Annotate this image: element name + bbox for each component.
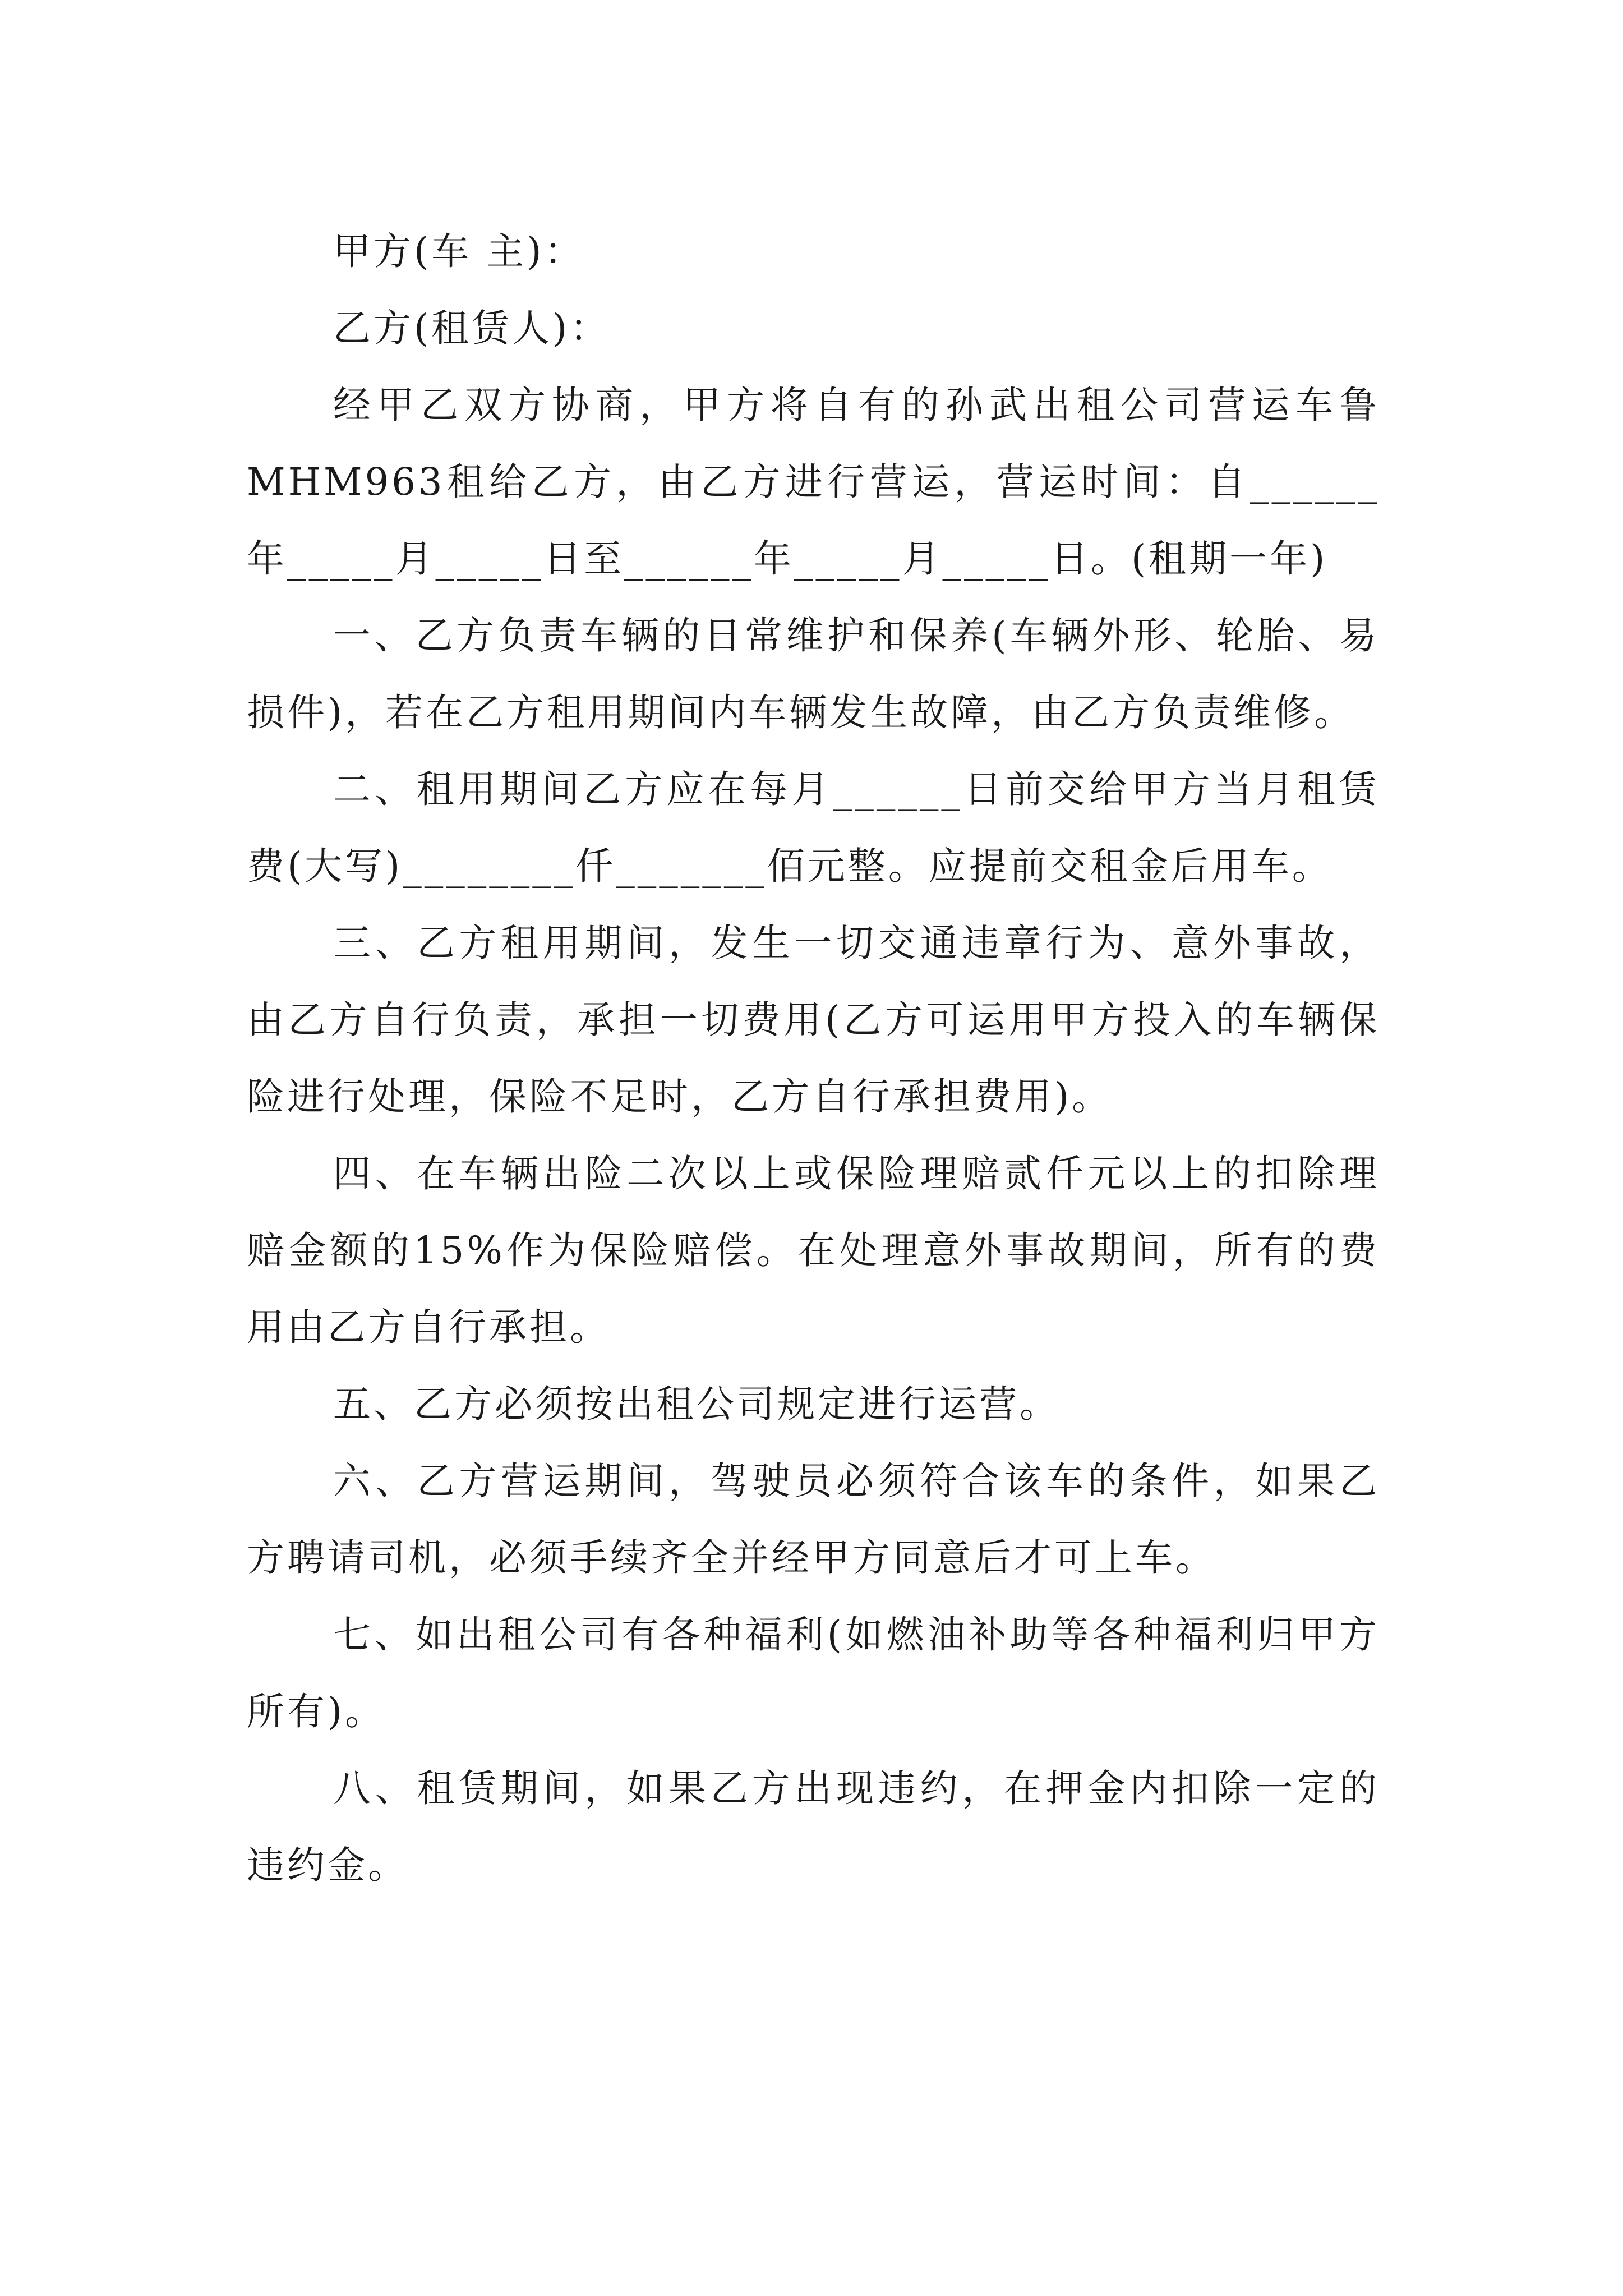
party-b-line: 乙方(租赁人)： [333, 306, 611, 350]
contract-body [247, 213, 1380, 1904]
clause-6: 六、乙方营运期间，驾驶员必须符合该车的条件，如果乙方聘请司机，必须手续齐全并经甲方同意后才可上车。 [247, 1459, 1380, 1580]
clause-2: 二、租用期间乙方应在每月______日前交给甲方当月租赁费(大写)________仟_______佰元整。应提前交租金后用车。 [247, 767, 1380, 888]
clause-7: 七、如出租公司有各种福利(如燃油补助等各种福利归甲方所有)。 [247, 1613, 1380, 1733]
clause-3: 三、乙方租用期间，发生一切交通违章行为、意外事故，由乙方自行负责，承担一切费用(乙方可运用甲方投入的车辆保险进行处理，保险不足时，乙方自行承担费用)。 [247, 921, 1380, 1119]
clause-8: 八、租赁期间，如果乙方出现违约，在押金内扣除一定的违约金。 [247, 1766, 1380, 1887]
clause-4: 四、在车辆出险二次以上或保险理赔贰仟元以上的扣除理赔金额的15%作为保险赔偿。在处理意外事故期间，所有的费用由乙方自行承担。 [247, 1152, 1380, 1349]
clause-1: 一、乙方负责车辆的日常维护和保养(车辆外形、轮胎、易损件)，若在乙方租用期间内车辆发生故障，由乙方负责维修。 [247, 614, 1380, 734]
clause-5: 五、乙方必须按出租公司规定进行运营。 [333, 1382, 1060, 1426]
party-a-line: 甲方(车 主)： [333, 229, 585, 273]
intro-paragraph: 经甲乙双方协商，甲方将自有的孙武出租公司营运车鲁MHM963租给乙方，由乙方进行营运，营运时间：自______年_____月_____日至______年_____月_____日。(租期一年) [247, 383, 1380, 581]
